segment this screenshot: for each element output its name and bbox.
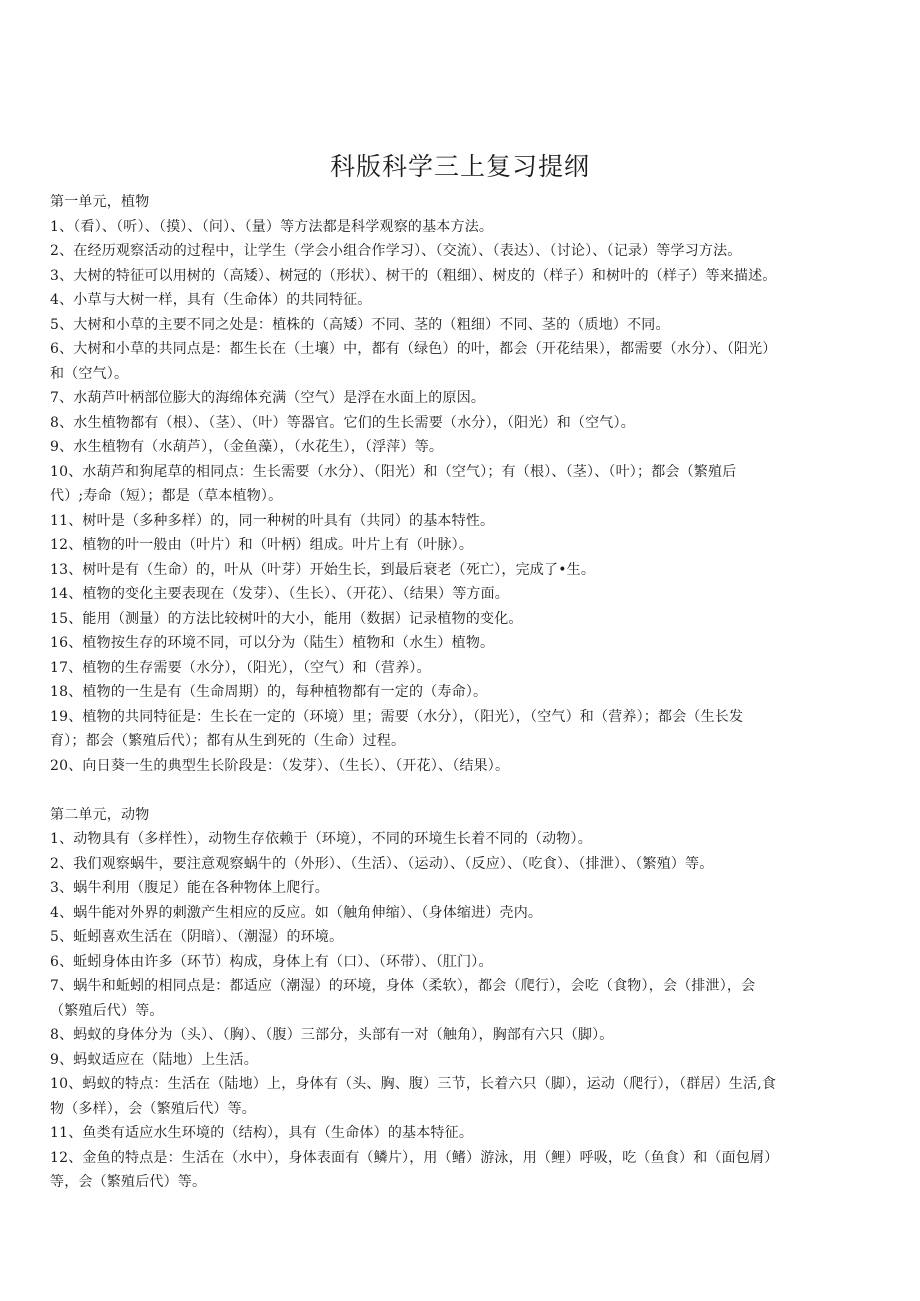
section-spacer bbox=[50, 778, 870, 803]
outline-line: 物（多样），会（繁殖后代）等。 bbox=[50, 1100, 256, 1117]
outline-line: 4、小草与大树一样，具有（生命体）的共同特征。 bbox=[50, 292, 372, 308]
outline-line: 和（空气）。 bbox=[50, 365, 129, 382]
outline-line: 6、大树和小草的共同点是：都生长在（土壤）中，都有（绿色）的叶，都会（开花结果），都需要（水分）、（阳光） bbox=[50, 341, 777, 357]
outline-line: 19、植物的共同特征是：生长在一定的（环境）里；需要（水分），（阳光），（空气）和（营养）；都会（生长发 bbox=[50, 708, 744, 725]
outline-line: 10、蚂蚁的特点：生活在（陆地）上，身体有（头、胸、腹）三节，长着六只（脚），运动（爬行），（群居）生活,食 bbox=[50, 1076, 777, 1092]
outline-line: 11、鱼类有适应水生环境的（结构），具有（生命体）的基本特征。 bbox=[50, 1125, 474, 1141]
outline-line: 9、蚂蚁适应在（陆地）上生活。 bbox=[50, 1051, 258, 1068]
outline-line: 6、蚯蚓身体由许多（环节）构成，身体上有（口）、（环带）、（肛门）。 bbox=[50, 953, 493, 970]
outline-line: 3、大树的特征可以用树的（高矮）、树冠的（形状）、树干的（粗细）、树皮的（样子）和树叶的（样子）等来描述。 bbox=[50, 267, 777, 284]
outline-line: 5、蚯蚓喜欢生活在（阴暗）、（潮湿）的环境。 bbox=[50, 929, 344, 945]
outline-line: 9、水生植物有（水葫芦），（金鱼藻），（水花生），（浮萍）等。 bbox=[50, 439, 444, 455]
outline-line: 12、金鱼的特点是：生活在（水中），身体表面有（鳞片），用（鳍）游泳，用（鲤）呼吸，吃（鱼食）和（面包屑） bbox=[50, 1149, 779, 1166]
outline-line: 2、在经历观察活动的过程中，让学生（学会小组合作学习）、（交流）、（表达）、（讨论）、（记录）等学习方法。 bbox=[50, 243, 742, 259]
outline-line: 10、水葫芦和狗尾草的相同点：生长需要（水分）、（阳光）和（空气）；有（根）、（茎）、（叶）；都会（繁殖后 bbox=[50, 463, 737, 480]
outline-line: 11、树叶是（多种多样）的，同一种树的叶具有（共同）的基本特性。 bbox=[50, 512, 495, 529]
outline-line: （繁殖后代）等。 bbox=[50, 1002, 164, 1019]
outline-line: 12、植物的叶一般由（叶片）和（叶柄）组成。叶片上有（叶脉）。 bbox=[50, 537, 474, 553]
section-heading: 第二单元，动物 bbox=[50, 806, 150, 823]
outline-line: 15、能用（测量）的方法比较树叶的大小，能用（数据）记录植物的变化。 bbox=[50, 610, 523, 627]
document-body bbox=[50, 190, 870, 1195]
outline-line: 13、树叶是有（生命）的，叶从（叶芽）开始生长，到最后衰老（死亡），完成了•生。 bbox=[50, 561, 596, 578]
outline-line: 8、蚂蚁的身体分为（头）、（胸）、（腹）三部分，头部有一对（触角），胸部有六只（脚）。 bbox=[50, 1027, 614, 1043]
outline-line: 7、蜗牛和蚯蚓的相同点是：都适应（潮湿）的环境，身体（柔软），都会（爬行），会吃（食物），会（排泄），会 bbox=[50, 978, 756, 994]
outline-line: 代）;寿命（短）；都是（草本植物）。 bbox=[50, 488, 283, 504]
outline-line: 18、植物的一生是有（生命周期）的，每种植物都有一定的（寿命）。 bbox=[50, 684, 488, 700]
outline-line: 20、向日葵一生的典型生长阶段是：（发芽）、（生长）、（开花）、（结果）。 bbox=[50, 757, 510, 774]
outline-line: 7、水葫芦叶柄部位膨大的海绵体充满（空气）是浮在水面上的原因。 bbox=[50, 390, 486, 406]
outline-line: 等，会（繁殖后代）等。 bbox=[50, 1174, 207, 1190]
outline-line: 2、我们观察蜗牛，要注意观察蜗牛的（外形）、（生活）、（运动）、（反应）、（吃食）、（排泄）、（繁殖）等。 bbox=[50, 855, 714, 872]
document-title: 科版科学三上复习提纲 bbox=[329, 152, 590, 181]
outline-line: 14、植物的变化主要表现在（发芽）、（生长）、（开花）、（结果）等方面。 bbox=[50, 586, 510, 602]
section-heading: 第一单元，植物 bbox=[50, 194, 150, 210]
outline-line: 1、动物具有（多样性），动物生存依赖于（环境），不同的环境生长着不同的（动物）。 bbox=[50, 831, 592, 847]
outline-line: 17、植物的生存需要（水分），（阳光），（空气）和（营养）。 bbox=[50, 659, 431, 676]
outline-line: 5、大树和小草的主要不同之处是：植株的（高矮）不同、茎的（粗细）不同、茎的（质地）不同。 bbox=[50, 316, 670, 333]
outline-line: 8、水生植物都有（根）、（茎）、（叶）等器官。它们的生长需要（水分），（阳光）和（空气）。 bbox=[50, 414, 635, 431]
outline-line: 3、蜗牛利用（腹足）能在各种物体上爬行。 bbox=[50, 880, 329, 896]
outline-line: 16、植物按生存的环境不同，可以分为（陆生）植物和（水生）植物。 bbox=[50, 635, 495, 651]
outline-line: 4、蜗牛能对外界的刺激产生相应的反应。如（触角伸缩）、（身体缩进）壳内。 bbox=[50, 904, 543, 921]
outline-line: 育）；都会（繁殖后代）；都有从生到死的（生命）过程。 bbox=[50, 733, 406, 749]
outline-line: 1、（看）、（听）、（摸）、（问）、（量）等方法都是科学观察的基本方法。 bbox=[50, 218, 494, 235]
